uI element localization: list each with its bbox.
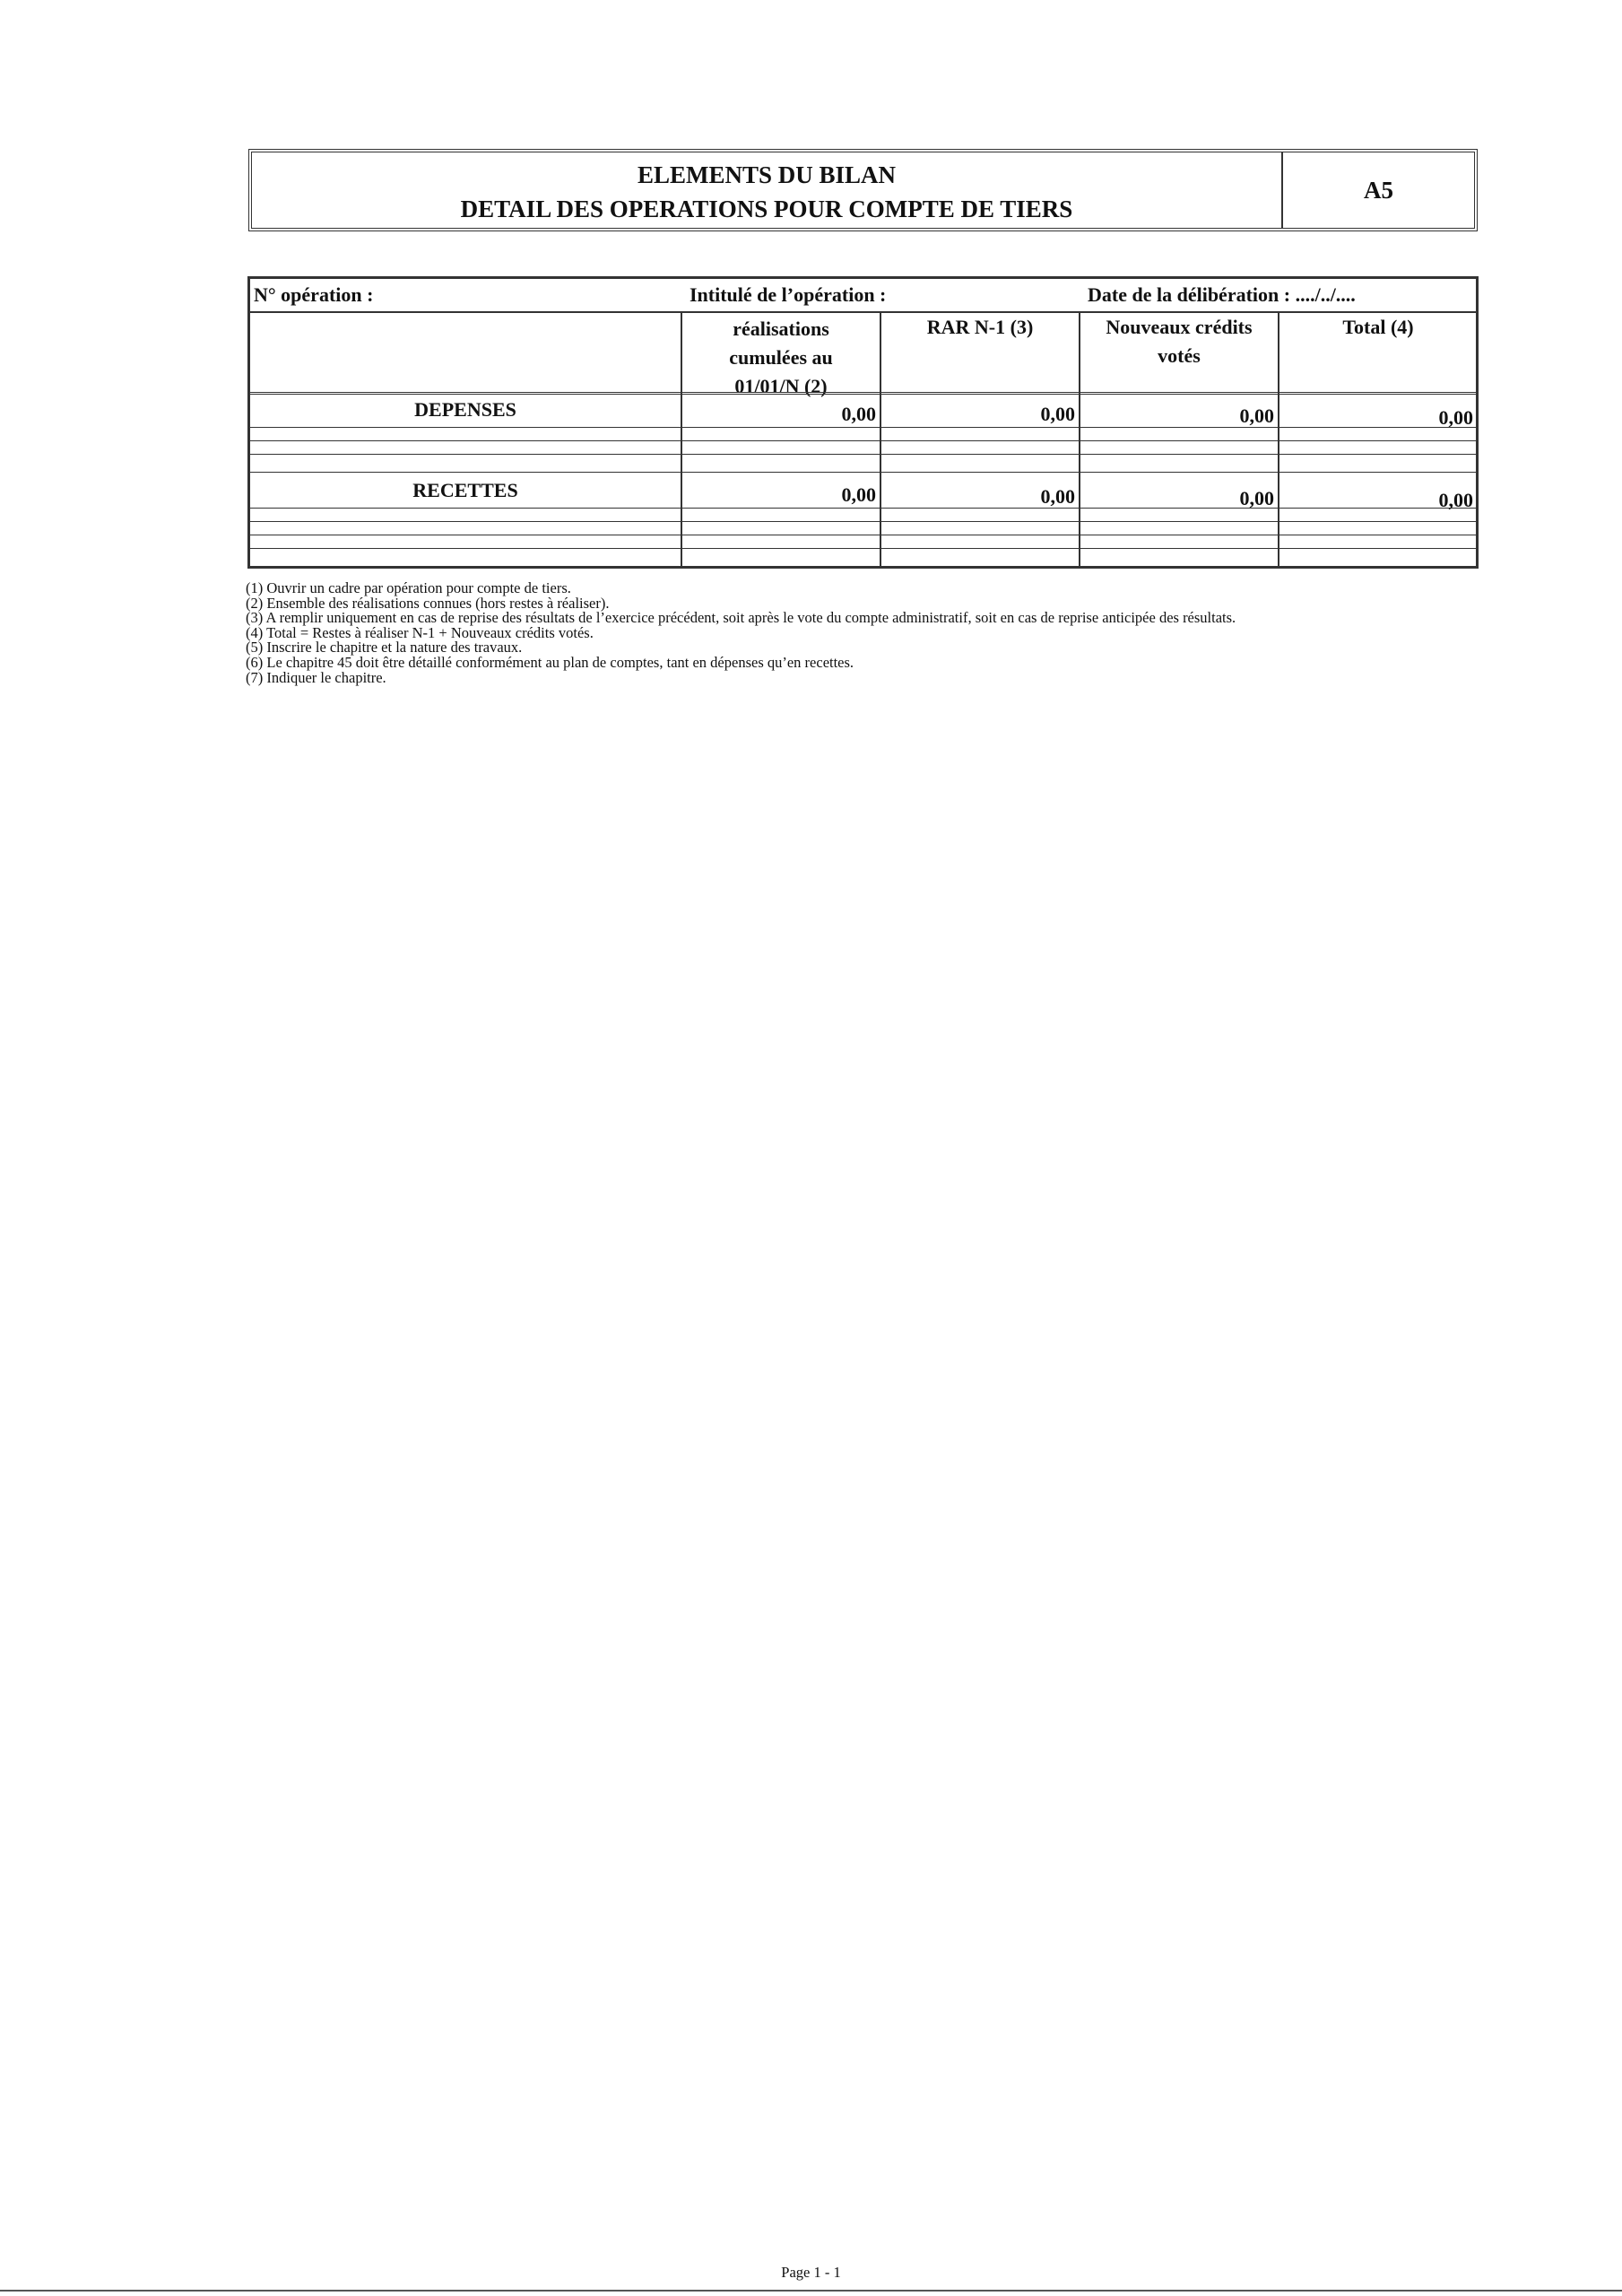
row-line [250, 521, 1476, 522]
depenses-nouveaux-credits-value: 0,00 [1239, 404, 1274, 427]
footnote-1: (1) Ouvrir un cadre par opération pour compte de tiers. [246, 579, 571, 596]
recettes-realisations-value: 0,00 [841, 483, 876, 506]
footnote-2: (2) Ensemble des réalisations connues (hors restes à réaliser). [246, 594, 610, 612]
column-header-line: Nouveaux crédits [1106, 316, 1253, 338]
column-header-line: Total (4) [1342, 316, 1414, 338]
column-header-nouveaux-credits [1080, 313, 1278, 370]
column-header-line: réalisations [733, 317, 829, 340]
column-divider [1278, 311, 1279, 566]
row-line [250, 440, 1476, 441]
operation-title-label: Intitulé de l’opération : [690, 283, 887, 306]
recettes-total-value: 0,00 [1438, 489, 1473, 511]
form-code: A5 [1364, 176, 1393, 204]
document-header [248, 149, 1478, 231]
footnote-5: (5) Inscrire le chapitre et la nature des travaux. [246, 639, 523, 657]
column-header-realisations [682, 315, 880, 401]
footnote-7: (7) Indiquer le chapitre. [246, 668, 386, 686]
column-header-total [1279, 313, 1477, 342]
deliberation-date-label: Date de la délibération : ..../../.... [1088, 283, 1356, 306]
header-title-line1: ELEMENTS DU BILAN [637, 161, 897, 188]
operation-info-row [250, 279, 1476, 313]
row-line [250, 454, 1476, 455]
column-header-line: 01/01/N (2) [734, 375, 828, 397]
operation-number-label: N° opération : [254, 283, 374, 306]
footnotes [246, 581, 1501, 685]
column-header-rar [881, 313, 1079, 342]
footnote-3: (3) A remplir uniquement en cas de reprise des résultats de l’exercice précédent, soit après le vote du compte administratif, soit en cas de reprise anticipée des résultats. [246, 609, 1236, 627]
column-divider [880, 311, 881, 566]
column-header-line: cumulées au [729, 346, 833, 369]
bottom-divider [0, 2290, 1622, 2292]
depenses-realisations-value: 0,00 [841, 403, 876, 425]
header-separator [250, 392, 1476, 397]
footnote-6: (6) Le chapitre 45 doit être détaillé conformément au plan de comptes, tant en dépenses qu’en recettes. [246, 653, 854, 671]
row-line [250, 472, 1476, 473]
header-title-line2: DETAIL DES OPERATIONS POUR COMPTE DE TIERS [460, 196, 1073, 222]
column-header-line: votés [1158, 344, 1201, 367]
row-label-recettes: RECETTES [412, 479, 518, 501]
row-line [250, 548, 1476, 549]
row-label-depenses: DEPENSES [414, 398, 516, 421]
header-title [252, 152, 1283, 228]
depenses-total-value: 0,00 [1438, 406, 1473, 429]
page-number: Page 1 - 1 [781, 2264, 841, 2281]
depenses-rar-value: 0,00 [1040, 403, 1075, 425]
recettes-rar-value: 0,00 [1040, 485, 1075, 508]
footnote-4: (4) Total = Restes à réaliser N-1 + Nouveaux crédits votés. [246, 623, 594, 641]
column-header-line: RAR N-1 (3) [926, 316, 1034, 338]
recettes-nouveaux-credits-value: 0,00 [1239, 487, 1274, 509]
operations-table [247, 276, 1479, 569]
